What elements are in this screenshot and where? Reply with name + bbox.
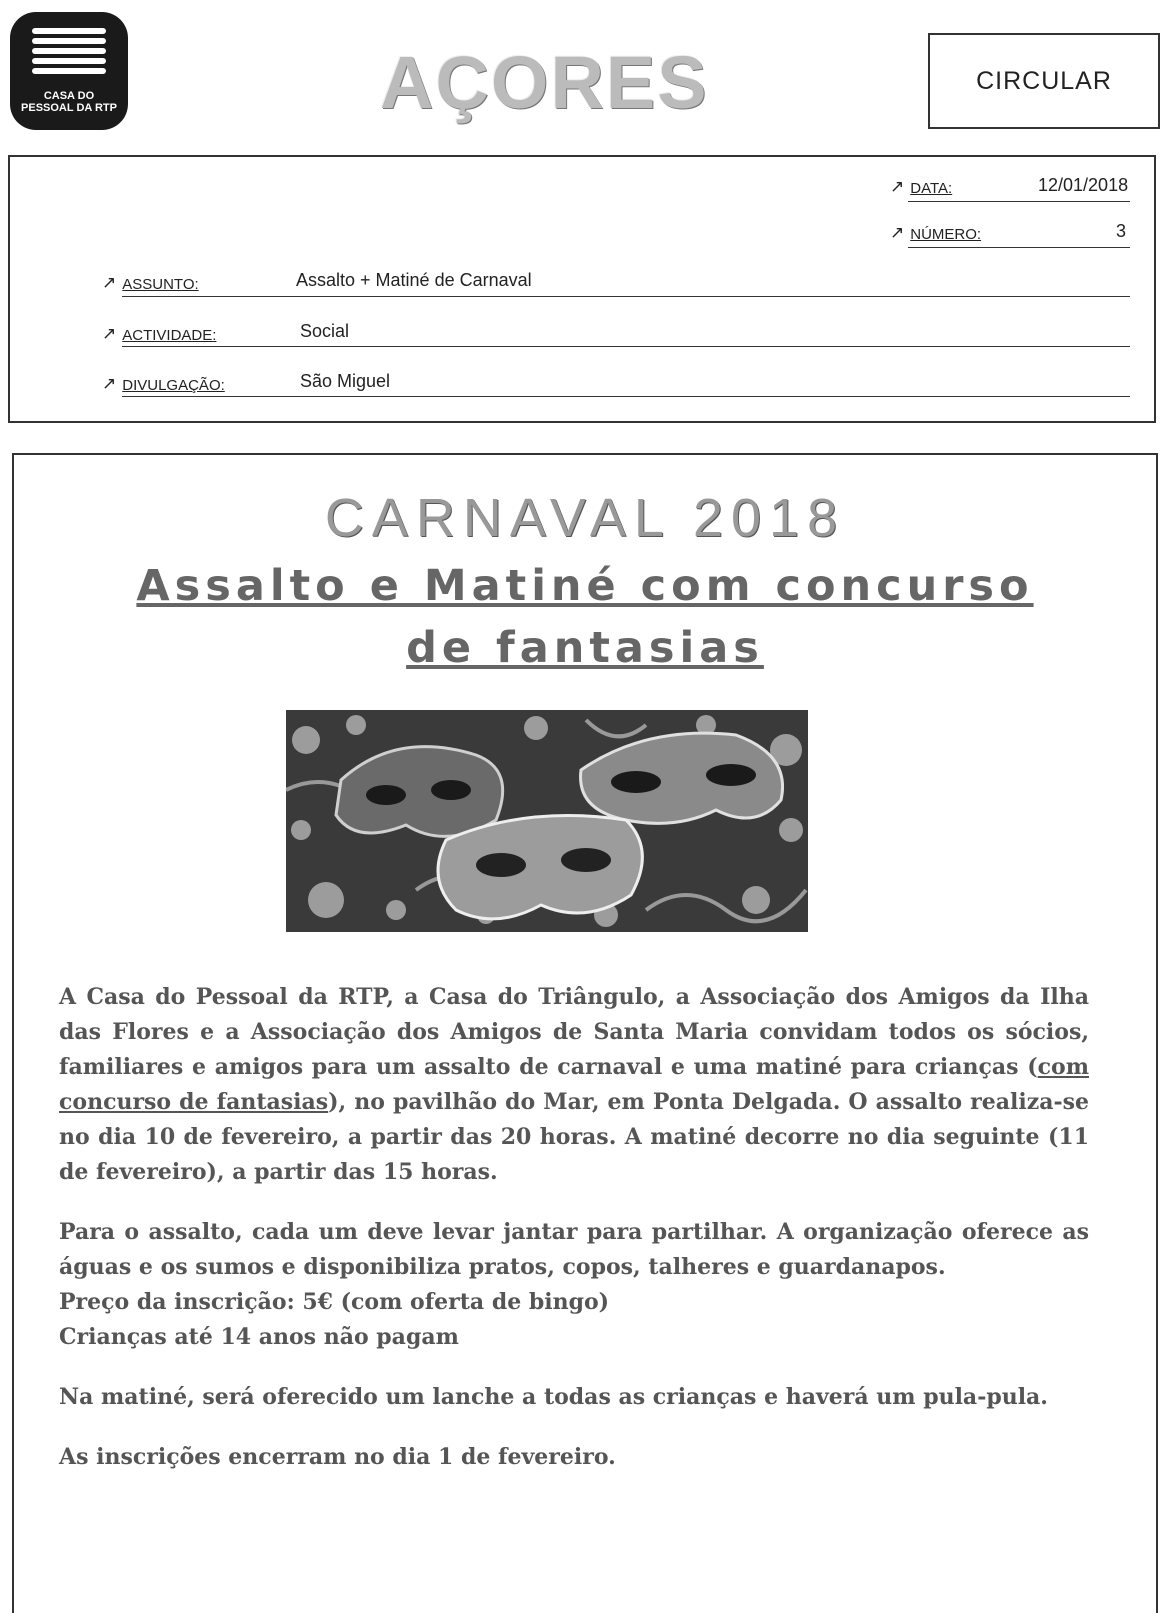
actividade-label: ACTIVIDADE: <box>122 327 217 344</box>
arrow-icon: ↗ <box>102 324 117 343</box>
data-field <box>890 177 952 197</box>
rtp-logo <box>10 12 128 130</box>
assunto-label: ASSUNTO: <box>122 276 199 293</box>
assunto-underline <box>122 296 1130 297</box>
logo-line1: CASA DO <box>43 90 95 102</box>
subheading-line1: Assalto e Matiné com concurso <box>136 561 1034 611</box>
logo-bars-icon <box>32 28 106 82</box>
flyer-heading: CARNAVAL 2018 <box>324 488 846 548</box>
logo-line2: PESSOAL DA RTP <box>21 102 117 114</box>
children-free: Crianças até 14 anos não pagam <box>59 1324 459 1350</box>
paragraph-invitation: A Casa do Pessoal da RTP, a Casa do Triângulo, a Associação dos Amigos da Ilha das Flores e a Associação dos Amigos de Santa Maria convidam todos os sócios, familiares e amigos para um assalto de carnaval e uma matiné para crianças (com concurso de fantasias), no pavilhão do Mar, em Ponta Delgada. O assalto realiza-se no dia 10 de fevereiro, a partir das 20 horas. A matiné decorre no dia seguinte (11 de fevereiro), a partir das 15 horas. <box>59 984 1089 1185</box>
divulgacao-value: São Miguel <box>300 371 391 391</box>
subheading-line2: de fantasias <box>406 623 764 673</box>
numero-field <box>890 223 981 243</box>
flyer-box <box>12 453 1158 1613</box>
numero-label: NÚMERO: <box>910 226 982 243</box>
paragraph-dinner: Para o assalto, cada um deve levar jantar para partilhar. A organização oferece as águas e os sumos e disponibiliza pratos, copos, talheres e guardanapos. <box>59 1219 1089 1280</box>
carnival-masks-photo <box>286 710 808 932</box>
arrow-icon: ↗ <box>102 374 117 393</box>
assunto-value: Assalto + Matiné de Carnaval <box>296 270 532 290</box>
actividade-underline <box>122 346 1130 347</box>
actividade-value: Social <box>300 321 350 341</box>
data-underline <box>908 201 1130 202</box>
masks-illustration <box>286 710 808 932</box>
flyer-subheading <box>14 555 1156 679</box>
registration-price: Preço da inscrição: 5€ (com oferta de bingo) <box>59 1289 610 1315</box>
paragraph-matine: Na matiné, será oferecido um lanche a todas as crianças e haverá um pula-pula. <box>59 1384 1048 1410</box>
arrow-icon: ↗ <box>890 177 905 196</box>
arrow-icon: ↗ <box>890 223 905 242</box>
actividade-field <box>102 324 216 344</box>
data-value: 12/01/2018 <box>1038 175 1129 195</box>
assunto-field <box>102 273 199 293</box>
costume-contest-text: com concurso de fantasias <box>59 1054 1089 1115</box>
numero-value: 3 <box>1116 221 1127 241</box>
divulgacao-field <box>102 374 225 394</box>
circular-box: CIRCULAR <box>928 33 1160 129</box>
data-label: DATA: <box>910 180 953 197</box>
numero-underline <box>908 247 1130 248</box>
flyer-body <box>59 980 1089 1475</box>
divulgacao-underline <box>122 396 1130 397</box>
registration-deadline: As inscrições encerram no dia 1 de fevereiro. <box>59 1444 616 1470</box>
page-title: AÇORES <box>380 41 709 124</box>
divulgacao-label: DIVULGAÇÃO: <box>122 377 225 394</box>
arrow-icon: ↗ <box>102 273 117 292</box>
meta-box <box>8 155 1156 423</box>
